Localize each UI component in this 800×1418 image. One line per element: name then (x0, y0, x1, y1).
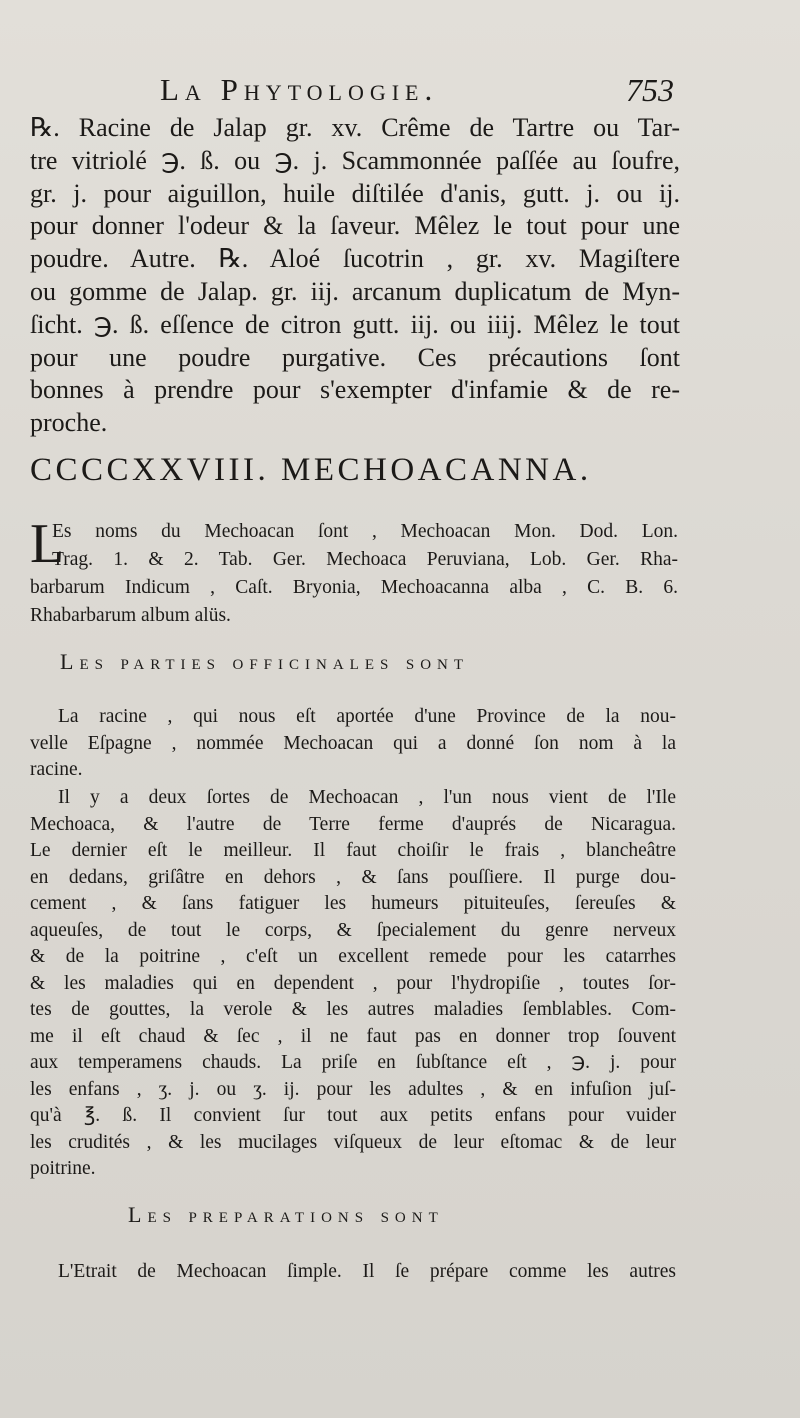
drop-cap: L (30, 513, 65, 575)
text-line: ou gomme de Jalap. gr. iij. arcanum duplicatum de Myn- (30, 276, 680, 306)
names-paragraph (30, 513, 678, 630)
text-line: L'Etrait de Mechoacan ſimple. Il ſe prépare comme les autres (58, 1261, 676, 1282)
text-line: me il eſt chaud & ſec , il ne faut pas en donner trop ſouvent (30, 1025, 676, 1047)
page-header (0, 72, 800, 116)
subheading-preparations: Les preparations sont (128, 1202, 444, 1227)
text-line: Le dernier eſt le meilleur. Il faut choiſir le frais , blancheâtre (30, 840, 676, 861)
prescription-paragraph (30, 112, 680, 440)
text-line: poitrine. (30, 1158, 96, 1179)
text-line: Mechoaca, & l'autre de Terre ferme d'auprés de Nicaragua. (30, 813, 676, 835)
subheading-officinal-parts: Les parties officinales sont (60, 649, 470, 674)
page-number: 753 (626, 72, 674, 108)
text-line: poudre. Autre. ℞. Aloé ſucotrin , gr. xv. Magiſtere (30, 244, 680, 274)
running-title: La Phytologie. (160, 72, 439, 107)
section-heading: CCCCXXVIII. MECHOACANNA. (30, 452, 592, 488)
text-line: pour donner l'odeur & la ſaveur. Mêlez le tout pour une (30, 211, 680, 241)
text-line: en dedans, griſâtre en dehors , & ſans pouſſiere. Il purge dou- (30, 866, 676, 888)
text-line: Rhabarbarum album alüs. (30, 605, 231, 626)
text-line: cement , & ſans fatiguer les humeurs pituiteuſes, ſereuſes & (30, 893, 676, 914)
text-line: aqueuſes, de tout le corps, & ſpecialement du genre nerveux (30, 919, 676, 941)
text-line: velle Eſpagne , nommée Mechoacan qui a donné ſon nom à la (30, 732, 676, 754)
text-line: aux temperamens chauds. La priſe en ſubſtance eſt , ℈. j. pour (30, 1052, 676, 1073)
description-paragraph (30, 785, 676, 1183)
text-line: Il y a deux ſortes de Mechoacan , l'un nous vient de l'Ile (58, 787, 676, 808)
text-line: pour une poudre purgative. Ces précautions ſont (30, 342, 680, 372)
text-line: tre vitriolé ℈. ß. ou ℈. j. Scammonnée paſſée au ſoufre, (30, 145, 680, 175)
text-line: & les maladies qui en dependent , pour l'hydropiſie , toutes ſor- (30, 972, 676, 994)
text-line: les enfans , ʒ. j. ou ʒ. ij. pour les adultes , & en infuſion juſ- (30, 1078, 676, 1100)
text-line: racine. (30, 759, 83, 780)
text-line: ℞. Racine de Jalap gr. xv. Crême de Tartre ou Tar- (30, 113, 680, 142)
text-line: les crudités , & les mucilages viſqueux de leur eſtomac & de leur (30, 1131, 676, 1153)
text-line: Es noms du Mechoacan ſont , Mechoacan Mon. Dod. Lon. (52, 521, 678, 542)
text-line: tes de gouttes, la verole & les autres maladies ſemblables. Com- (30, 999, 676, 1020)
text-line: proche. (30, 408, 108, 438)
text-line: qu'à ℥. ß. Il convient ſur tout aux petits enfans pour vuider (30, 1105, 676, 1126)
text-line: La racine , qui nous eſt aportée d'une Province de la nou- (58, 706, 676, 727)
text-line: gr. j. pour aiguillon, huile diſtilée d'anis, gutt. j. ou ij. (30, 178, 680, 208)
root-paragraph (30, 704, 676, 784)
text-line: barbarum Indicum , Caſt. Bryonia, Mechoacanna alba , C. B. 6. (30, 577, 678, 598)
text-line: ſicht. ℈. ß. eſſence de citron gutt. iij. ou iiij. Mêlez le tout (30, 309, 680, 339)
text-line: & de la poitrine , c'eſt un excellent remede pour les catarrhes (30, 946, 676, 967)
text-line: Trag. 1. & 2. Tab. Ger. Mechoaca Peruviana, Lob. Ger. Rha- (52, 549, 678, 570)
preparation-paragraph (30, 1259, 676, 1286)
text-line: bonnes à prendre pour s'exempter d'infamie & de re- (30, 375, 680, 405)
